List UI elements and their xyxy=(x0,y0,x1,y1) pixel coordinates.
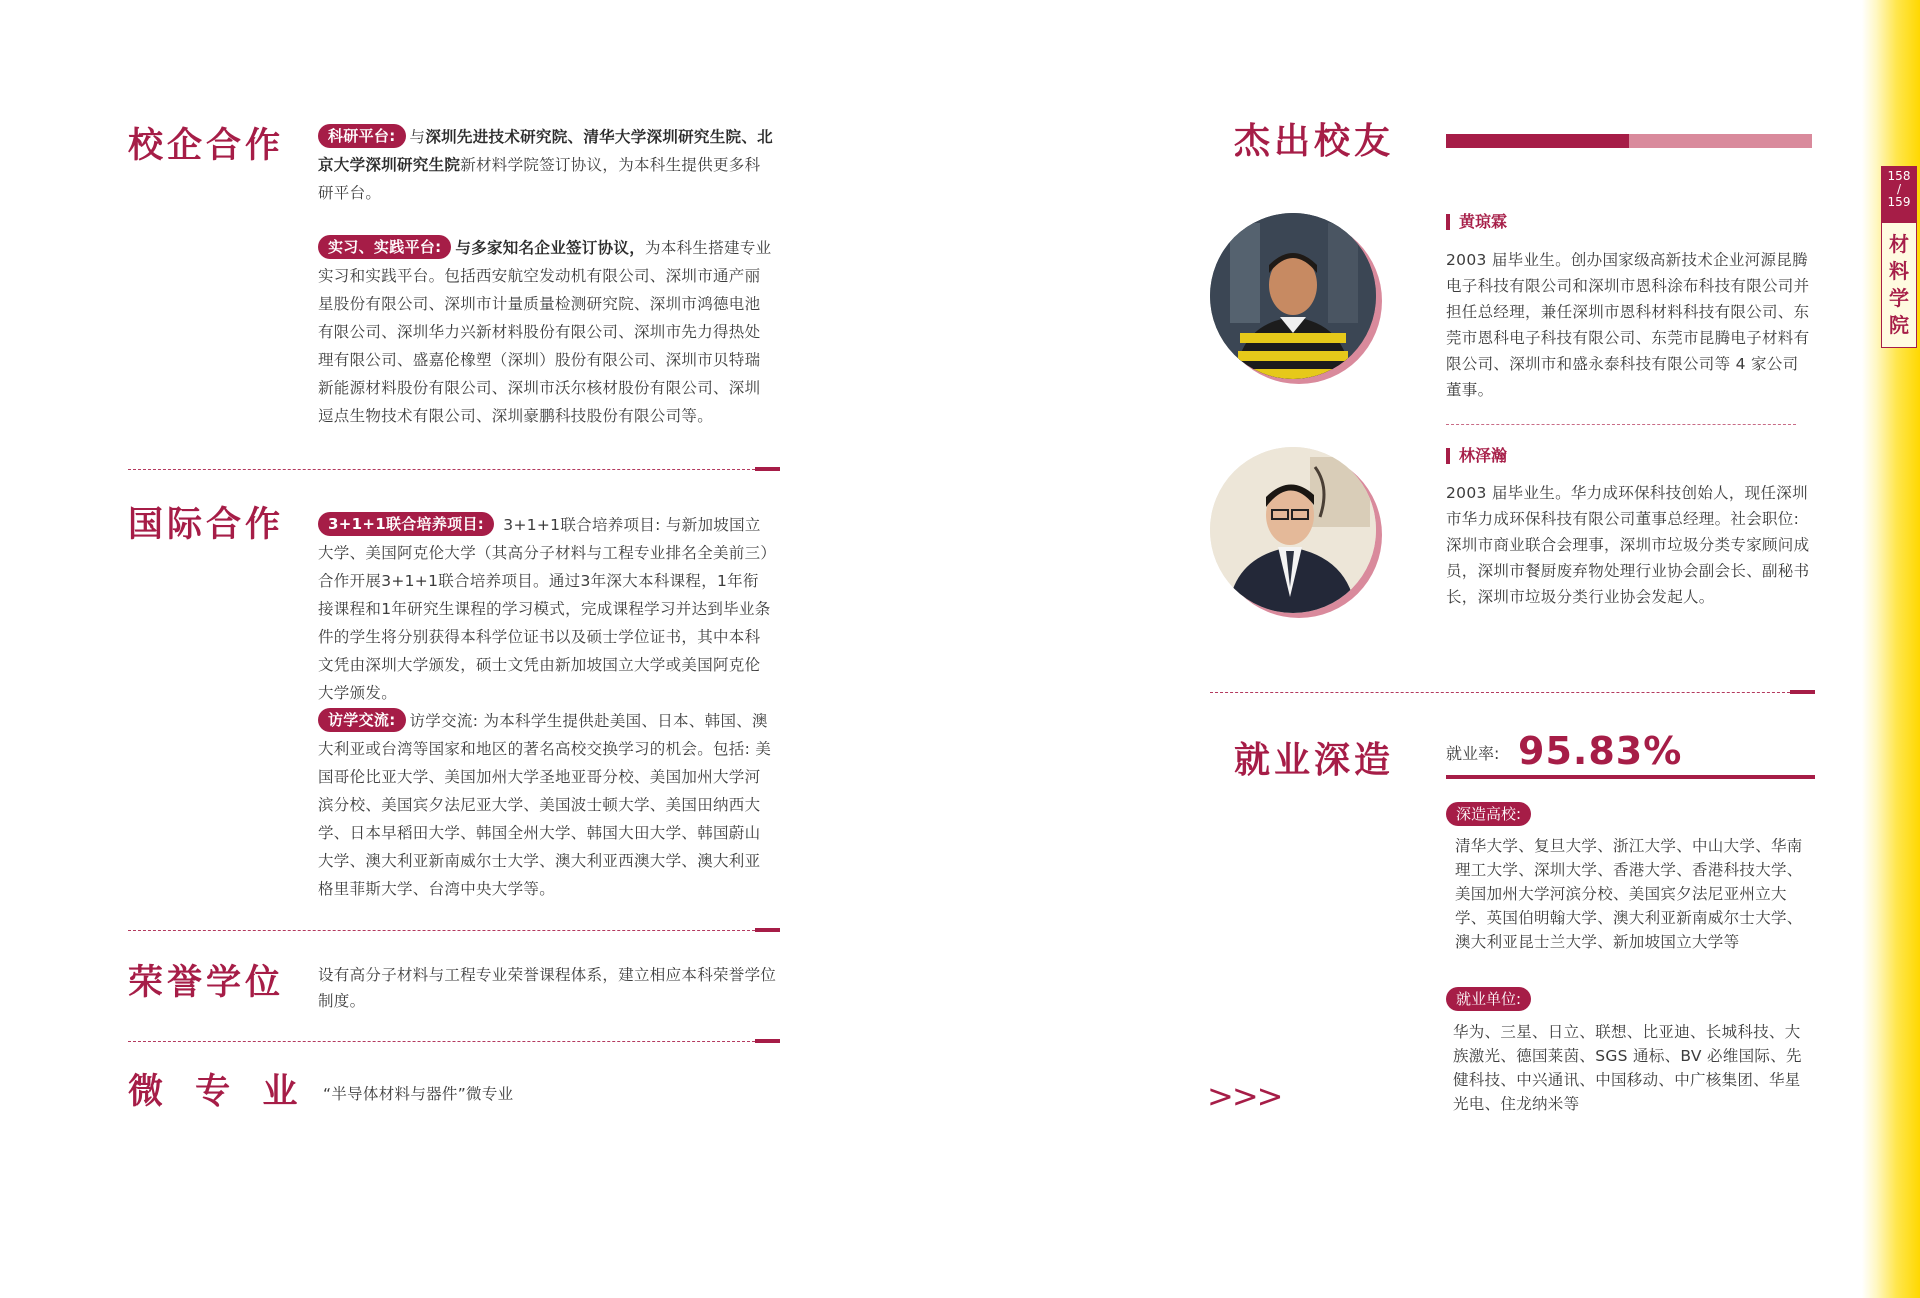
divider xyxy=(128,1041,755,1042)
exchange-text: 访学交流: 为本科学生提供赴美国、日本、韩国、澳大利亚或台湾等国家和地区的著名高校交换学习的机会。包括: 美国哥伦比亚大学、美国加州大学圣地亚哥分校、美国加州大学河滨分校、美国宾夕法尼亚大学、美国波士顿大学、美国田纳西大学、日本早稻田大学、韩国全州大学、韩国大田大学、韩国蔚山大学、澳大利亚新南威尔士大学、澳大利亚西澳大学、澳大利亚格里菲斯大学、台湾中央大学等。 xyxy=(318,712,772,898)
research-institutes: 深圳先进技术研究院、清华大学深圳研究生院、北京大学深圳研究生院 xyxy=(318,128,773,174)
chevrons-icon: >>> xyxy=(1207,1077,1282,1115)
page-number-separator: / xyxy=(1896,182,1902,196)
research-prefix: 与 xyxy=(409,128,426,146)
page-number-right: 159 xyxy=(1887,195,1911,209)
alumni-divider xyxy=(1446,424,1796,425)
employment-rate-value: 95.83% xyxy=(1518,729,1683,773)
divider-accent xyxy=(755,1039,780,1043)
alumni-bio-huang: 2003 届毕业生。创办国家级高新技术企业河源昆腾电子科技有限公司和深圳市恩科涂布科技有限公司并担任总经理，兼任深圳市恩科材料科技有限公司、东莞市恩科电子科技有限公司、东莞市昆腾电子材料有限公司、深圳市和盛永泰科技有限公司等 4 家公司董事。 xyxy=(1446,251,1810,399)
alumni-portrait-lin xyxy=(1210,447,1376,613)
research-platform-paragraph xyxy=(318,123,773,207)
section-title-guoji: 国际合作 xyxy=(128,505,285,545)
intern-rest: 为本科生搭建专业实习和实践平台。包括西安航空发动机有限公司、深圳市通产丽星股份有限公司、深圳市计量质量检测研究院、深圳市鸿德电池有限公司、深圳华力兴新材料股份有限公司、深圳市先力得热处理有限公司、盛嘉伦橡塑（深圳）股份有限公司、深圳市贝特瑞新能源材料股份有限公司、深圳市沃尔核材股份有限公司、深圳逗点生物技术有限公司、深圳豪鹏科技股份有限公司等。 xyxy=(318,239,772,425)
employer-pill: 就业单位: xyxy=(1446,987,1531,1011)
further-study-schools: 清华大学、复旦大学、浙江大学、中山大学、华南理工大学、深圳大学、香港大学、香港科技大学、美国加州大学河滨分校、美国宾夕法尼亚州立大学、英国伯明翰大学、澳大利亚新南威尔士大学、澳大利亚昆士兰大学、新加坡国立大学等 xyxy=(1455,837,1803,951)
alumni-name-huang: 黄琼霖 xyxy=(1446,214,1507,230)
alumni-portrait-huang xyxy=(1210,213,1376,379)
joint-program-text: 3+1+1联合培养项目: 与新加坡国立大学、美国阿克伦大学（其高分子材料与工程专业排名全美前三）合作开展3+1+1联合培养项目。通过3年深大本科课程，1年衔接课程和1年研究生课程的学习模式，完成课程学习并达到毕业条件的学生将分别获得本科学位证书以及硕士学位证书，其中本科文凭由深圳大学颁发，硕士文凭由新加坡国立大学或美国阿克伦大学颁发。 xyxy=(318,516,771,702)
section-title-jiechu: 杰出校友 xyxy=(1234,121,1395,162)
alumni-bio-lin: 2003 届毕业生。华力成环保科技创始人，现任深圳市华力成环保科技有限公司董事总经理。社会职位: 深圳市商业联合会理事，深圳市垃圾分类专家顾问成员，深圳市餐厨废弃物处理行业协会副会长、副秘书长，深圳市垃圾分类行业协会发起人。 xyxy=(1446,484,1810,606)
research-rest: 新材料学院签订协议，为本科生提供更多科研平台。 xyxy=(318,156,761,202)
employment-rate-label: 就业率: xyxy=(1446,744,1500,763)
intern-platform-paragraph xyxy=(318,234,773,430)
page-number-left: 158 xyxy=(1887,169,1911,183)
divider xyxy=(128,469,755,470)
intern-bold: 与多家知名企业签订协议， xyxy=(455,239,646,257)
divider-accent xyxy=(1790,690,1815,694)
divider-accent xyxy=(755,928,780,932)
title-bar-light xyxy=(1629,134,1812,148)
micro-major-text: “半导体材料与器件”微专业 xyxy=(323,1085,514,1103)
exchange-pill: 访学交流: xyxy=(318,708,406,732)
exchange-paragraph xyxy=(318,707,773,903)
joint-program-paragraph xyxy=(318,511,773,707)
section-title-rongyu: 荣誉学位 xyxy=(128,963,285,1003)
section-title-xiaoqi: 校企合作 xyxy=(128,126,285,166)
joint-program-pill: 3+1+1联合培养项目: xyxy=(318,512,494,536)
title-bar-dark xyxy=(1446,134,1629,148)
section-title-wei: 微 专 业 xyxy=(128,1072,308,1112)
employer-list: 华为、三星、日立、联想、比亚迪、长城科技、大族激光、德国莱茵、SGS 通标、BV 必维国际、先健科技、中兴通讯、中国移动、中广核集团、华星光电、住龙纳米等 xyxy=(1453,1023,1802,1113)
college-label-text: 材料学院 xyxy=(1889,232,1909,337)
alumni-name-lin: 林泽瀚 xyxy=(1446,448,1507,464)
section-title-jiuye: 就业深造 xyxy=(1234,740,1395,781)
intern-platform-pill: 实习、实践平台: xyxy=(318,235,451,259)
divider xyxy=(128,930,755,931)
divider xyxy=(1210,692,1790,693)
further-study-pill: 深造高校: xyxy=(1446,802,1531,826)
research-platform-pill: 科研平台: xyxy=(318,124,406,148)
honor-degree-text: 设有高分子材料与工程专业荣誉课程体系，建立相应本科荣誉学位制度。 xyxy=(318,966,777,1010)
page-number-tab xyxy=(1881,166,1917,222)
college-side-label xyxy=(1881,222,1917,348)
divider-accent xyxy=(755,467,780,471)
employment-rate-underline xyxy=(1446,775,1815,779)
